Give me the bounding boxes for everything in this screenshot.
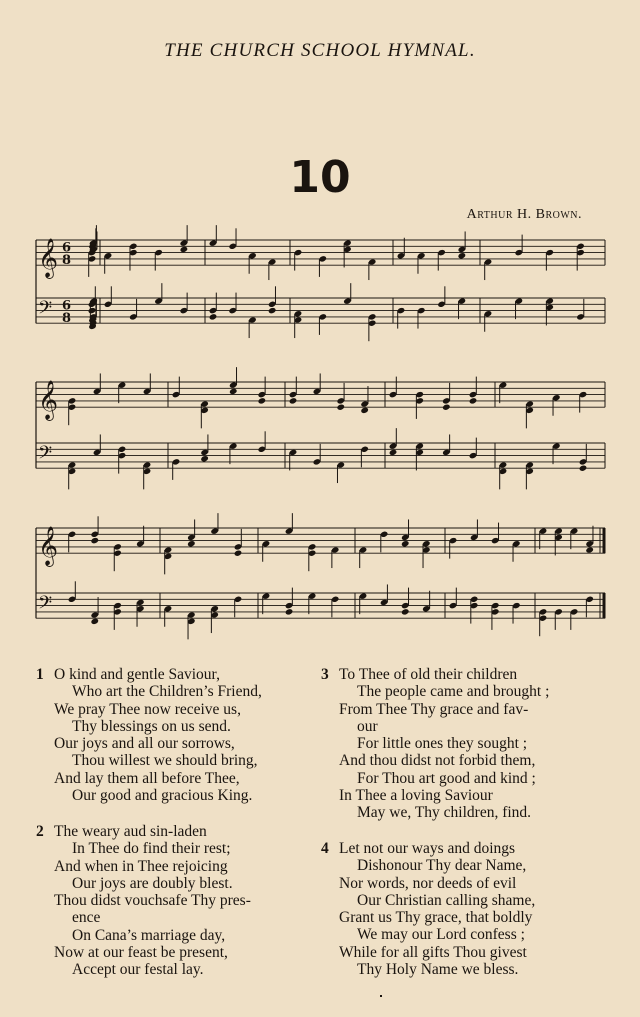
treble-staff [36,367,605,428]
verse-line: Thy blessings on us send. [72,717,231,735]
verse-line: Thou willest we should bring, [72,752,258,770]
svg-text:8: 8 [62,311,72,327]
verse-line: Who art the Children’s Friend, [72,683,262,701]
score-system [36,513,606,639]
verse-line: Now at our feast be present, [54,944,228,962]
svg-text:8: 8 [62,253,72,269]
svg-text:6: 6 [62,240,72,256]
svg-text:𝄞: 𝄞 [38,238,59,279]
verse-line: Let not our ways and doings [339,840,516,857]
verse-line: Thou didst vouchsafe Thy pres- [54,892,251,910]
verse-line: our [357,717,378,735]
verse-number: 3 [321,666,329,683]
verse-line: To Thee of old their children [339,666,518,683]
verse-line: Grant us Thy grace, that boldly [339,909,533,927]
verse-line: For little ones they sought ; [357,735,528,753]
bass-staff [36,428,605,489]
verse-line: The people came and brought ; [357,683,550,701]
svg-text:𝄢: 𝄢 [38,592,53,618]
verse-line: And when in Thee rejoicing [54,857,228,875]
score-system [36,367,605,489]
verse-line: Accept our festal lay. [72,961,204,979]
svg-text:𝄞: 𝄞 [38,380,59,421]
verse-line: On Cana’s marriage day, [72,926,226,944]
verse-line: We may our Lord confess ; [357,926,525,944]
verse-2 [36,823,251,979]
verse-4 [321,840,536,979]
verse-3 [321,666,550,822]
verse-line: Our Christian calling shame, [357,891,536,909]
bass-staff [36,283,605,341]
verse-line: O kind and gentle Saviour, [54,666,220,683]
svg-text:𝄢: 𝄢 [38,297,53,323]
verse-line: And thou didst not forbid them, [339,752,536,770]
verse-line: Dishonour Thy dear Name, [357,857,527,875]
svg-text:6: 6 [62,298,72,314]
verse-number: 4 [321,840,329,857]
treble-staff [36,513,606,574]
svg-text:𝄞: 𝄞 [38,526,59,567]
hymn-number: 10 [289,152,351,203]
verse-line: Our good and gracious King. [72,787,253,805]
verse-1 [36,666,262,805]
verse-line: In Thee do find their rest; [72,840,231,858]
page-mark [380,995,382,997]
score-systems [36,225,606,639]
bass-staff [36,581,606,639]
verse-line: While for all gifts Thou givest [339,943,527,961]
treble-staff [36,225,605,280]
verse-line: Our joys and all our sorrows, [54,735,235,753]
running-title: THE CHURCH SCHOOL HYMNAL. [164,40,476,61]
svg-text:𝄢: 𝄢 [38,442,53,468]
verse-line: The weary aud sin-laden [54,823,207,840]
verse-line: Thy Holy Name we bless. [357,961,519,979]
verse-line: From Thee Thy grace and fav- [339,700,529,718]
verse-line: And lay them all before Thee, [54,769,240,787]
verse-line: May we, Thy children, find. [357,804,532,822]
composer-credit: Arthur H. Brown. [466,207,582,222]
verse-line: In Thee a loving Saviour [339,787,493,805]
score-system [36,225,605,341]
verse-line: ence [72,909,101,927]
verse-line: Our joys are doubly blest. [72,874,233,892]
verse-line: For Thou art good and kind ; [357,769,536,787]
verse-number: 1 [36,666,44,683]
verse-line: Nor words, nor deeds of evil [339,874,517,892]
verse-line: We pray Thee now receive us, [54,700,241,718]
verse-number: 2 [36,823,44,840]
